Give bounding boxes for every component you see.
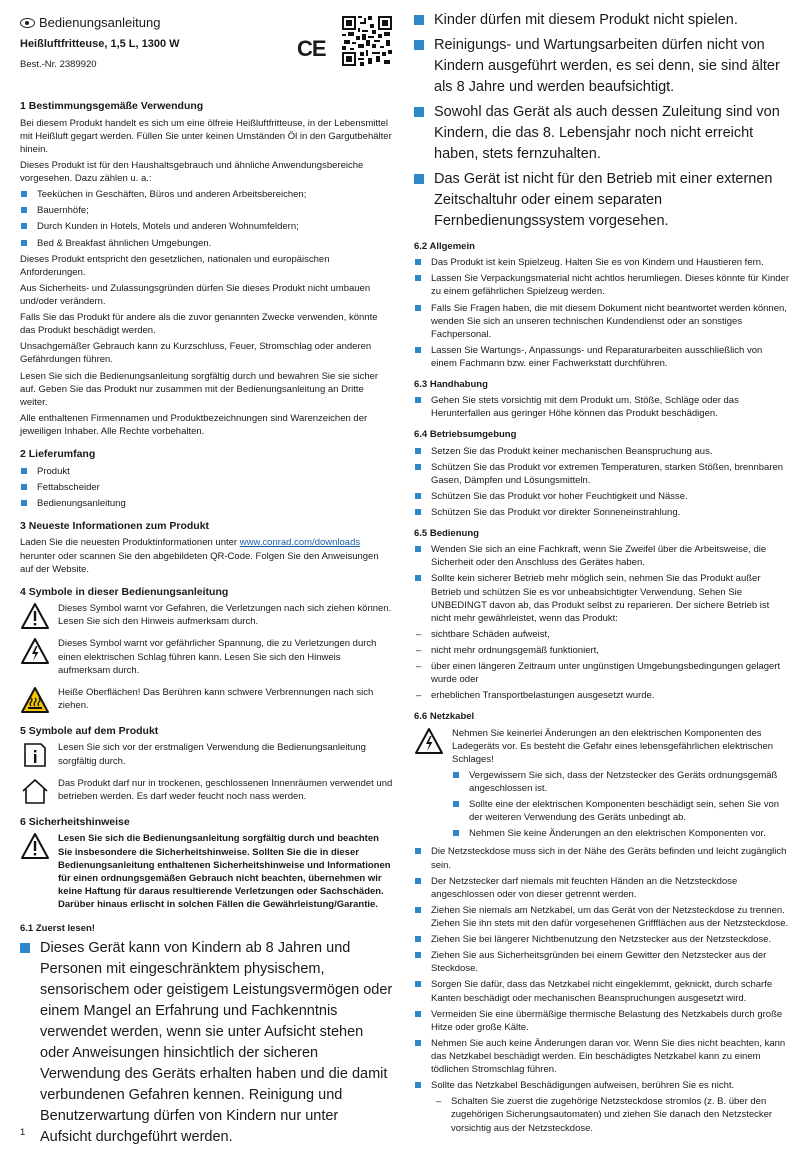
download-link[interactable]: www.conrad.com/downloads <box>239 537 361 549</box>
handling-list <box>414 394 790 420</box>
symbol-text: Dieses Symbol warnt vor gefährlicher Spannung, die zu Verletzungen durch einen elektrischen Schlag führen kann. Lesen Sie sich den Hinweis aufmerksam durch. <box>58 638 377 676</box>
paragraph: Falls Sie das Produkt für andere als die zuvor genannten Zwecke verwenden, könnte das Produkt beschädigt werden. <box>20 312 378 337</box>
symbol-text: Heiße Oberflächen! Das Berühren kann schwere Verbrennungen nach sich ziehen. <box>58 686 374 711</box>
order-number: Best.-Nr. 2389920 <box>20 59 97 71</box>
list-item: Produkt <box>20 465 393 478</box>
symbol-row <box>20 686 393 715</box>
section-3-title: 3 Neueste Informationen zum Produkt <box>20 519 210 532</box>
list-item: Bed & Breakfast ähnlichen Umgebungen. <box>20 237 393 250</box>
section-6-4-title: 6.4 Betriebsumgebung <box>414 429 517 441</box>
list-item: Vermeiden Sie eine übermäßige thermische Belastung des Netzkabels durch große Hitze oder große Kälte. <box>414 1008 790 1034</box>
section-5-title: 5 Symbole auf dem Produkt <box>20 724 159 737</box>
list-item: Falls Sie Fragen haben, die mit diesem Dokument nicht beantwortet werden können, wenden Sie sich an unseren technischen Kundendienst oder an sonstiges Fachpersonal. <box>414 302 790 341</box>
symbol-row <box>20 777 393 806</box>
section-6-1-title: 6.1 Zuerst lesen! <box>20 923 95 935</box>
text-pre: Laden Sie die neuesten Produktinformationen unter <box>20 537 240 549</box>
list-item: Ziehen Sie aus Sicherheitsgründen bei einem Gewitter den Netzstecker aus der Steckdose. <box>414 949 790 975</box>
doc-type-label: Bedienungsanleitung <box>39 15 161 30</box>
safety-warning-text: Lesen Sie sich die Bedienungsanleitung sorgfältig durch und beachten Sie insbesondere die Sicherheitshinweise. Sollten Sie die in dieser Bedienungsanleitung enthaltenen Sicherheitshinweise und Informationen für einen ordnungsgemäßen Gebrauch nicht beachten, übernehmen wir keine Haftung für daraus resultierende Verletzungen oder Sachschäden. Darüber hinaus erlischt in solchen Fällen die Gewährleistung/Garantie. <box>58 833 391 910</box>
dash-item: – über einen längeren Zeitraum unter ungünstigen Umgebungsbedingungen gelagert wurde oder <box>414 660 790 686</box>
warning-triangle-icon <box>20 832 50 860</box>
read-first-list <box>20 938 393 1148</box>
operation-list <box>414 543 790 625</box>
paragraph: Dieses Produkt entspricht den gesetzlichen, nationalen und europäischen Anforderungen. <box>20 253 330 278</box>
list-item: Lassen Sie Verpackungsmaterial nicht achtlos herumliegen. Dieses könnte für Kinder zu einem gefährlichen Spielzeug werden. <box>414 272 790 298</box>
list-item: Sollte das Netzkabel Beschädigungen aufweisen, berühren Sie es nicht. <box>414 1079 790 1092</box>
section-6-5-title: 6.5 Bedienung <box>414 528 479 540</box>
warning-triangle-icon <box>20 602 50 630</box>
paragraph: Dieses Produkt ist für den Haushaltsgebrauch und ähnliche Anwendungsbereiche vorgesehen. Dazu zählen u. a.: <box>20 160 364 185</box>
list-item: Reinigungs- und Wartungsarbeiten dürfen nicht von Kindern ausgeführt werden, es sei denn, sie sind älter als 8 Jahre und werden beaufsichtigt. <box>414 35 790 98</box>
list-item: Lassen Sie Wartungs-, Anpassungs- und Reparaturarbeiten ausschließlich von einem Fachmann bzw. einer Fachwerkstatt durchführen. <box>414 344 790 370</box>
cable-sub-list <box>452 769 790 841</box>
paragraph: Unsachgemäßer Gebrauch kann zu Kurzschluss, Feuer, Stromschlag oder anderen Gefährdungen führen. <box>20 341 372 366</box>
list-item: Dieses Gerät kann von Kindern ab 8 Jahren und Personen mit eingeschränktem physischem, sensorischem oder geistigem Leistungsvermögen oder einem Mangel an Erfahrung und Fachkenntnis verwendet werden, wenn sie unter Aufsicht stehen oder Anweisungen hinsichtlich der sicheren Verwendung des Geräts erhalten haben und die damit verbundenen Gefahren kennen. Reinigung und Benutzerwartung dürfen von Kindern nur unter Aufsicht durchgeführt werden. <box>20 938 393 1148</box>
list-item: Wenden Sie sich an eine Fachkraft, wenn Sie Zweifel über die Arbeitsweise, die Sicherheit oder den Anschluss des Gerätes haben. <box>414 543 790 569</box>
section-6-title: 6 Sicherheitshinweise <box>20 815 130 828</box>
dash-item: – erheblichen Transportbelastungen ausgesetzt wurde. <box>414 689 790 702</box>
list-item: Fettabscheider <box>20 481 393 494</box>
indoor-use-icon <box>20 777 50 805</box>
paragraph <box>20 536 393 575</box>
paragraph: Lesen Sie sich die Bedienungsanleitung sorgfältig durch und bewahren Sie sie sicher auf. Geben Sie das Produkt nur zusammen mit der Bedienungsanleitung an Dritte weiter. <box>20 370 379 408</box>
section-2-title: 2 Lieferumfang <box>20 448 96 461</box>
list-item: Sollte kein sicherer Betrieb mehr möglich sein, nehmen Sie das Produkt außer Betrieb und schützen Sie es vor unbeabsichtigter Verwendung. Sehen Sie UNBEDINGT davon ab, das Produkt selbst zu reparieren. Der sichere Betrieb ist nicht mehr gewährleistet, wenn das Produkt: <box>414 572 790 624</box>
list-item: Bedienungsanleitung <box>20 497 393 510</box>
condition-list <box>414 628 790 703</box>
list-item: Sorgen Sie dafür, dass das Netzkabel nicht eingeklemmt, geknickt, durch scharfe Kanten beschädigt oder mechanischen Beanspruchungen ausgesetzt wird. <box>414 978 790 1004</box>
section-6-2-title: 6.2 Allgemein <box>414 241 475 253</box>
dash-item: – nicht mehr ordnungsgemäß funktioniert, <box>414 644 790 657</box>
dash-item: – Schalten Sie zuerst die zugehörige Netzsteckdose stromlos (z. B. über den zugehörigen Sicherungsautomaten) und ziehen Sie danach den Netzstecker vorsichtig aus der Netzsteckdose. <box>434 1095 790 1134</box>
list-item: Der Netzstecker darf niemals mit feuchten Händen an die Netzsteckdose angeschlossen oder von dieser getrennt werden. <box>414 875 790 901</box>
list-item: Bauernhöfe; <box>20 204 393 217</box>
list-item: Die Netzsteckdose muss sich in der Nähe des Geräts befinden und leicht zugänglich sein. <box>414 845 790 871</box>
paragraph: Bei diesem Produkt handelt es sich um eine ölfreie Heißluftfritteuse, in der Lebensmittel mit Heißluft gegart werden. Füllen Sie unter keinen Umständen Öl in den Gargutbehälter hinein. <box>20 117 392 155</box>
eye-icon <box>20 18 35 28</box>
cable-warning <box>414 727 790 844</box>
list-item: Das Gerät ist nicht für den Betrieb mit einer externen Zeitschaltuhr oder einem separaten Fernbedienungssystem vorgesehen. <box>414 169 790 232</box>
safety-warning <box>20 832 393 914</box>
section-6-6-title: 6.6 Netzkabel <box>414 711 475 723</box>
list-item: Sowohl das Gerät als auch dessen Zuleitung sind von Kindern, die das 8. Lebensjahr noch nicht erreicht haben, stets fernzuhalten. <box>414 102 790 165</box>
left-column <box>20 14 393 1152</box>
product-title: Heißluftfritteuse, 1,5 L, 1300 W <box>20 37 180 50</box>
section-4-title: 4 Symbole in dieser Bedienungsanleitung <box>20 585 229 598</box>
list-item: Sollte eine der elektrischen Komponenten beschädigt sein, sehen Sie von der weiteren Verwendung des Geräts unbedingt ab. <box>452 798 790 824</box>
cable-warning-text: Nehmen Sie keinerlei Änderungen an den elektrischen Komponenten des Ladegeräts vor. Es besteht die Gefahr eines lebensgefährlichen elektrischen Schlages! <box>452 727 774 765</box>
cable-dash-list <box>414 1095 790 1134</box>
list-item: Vergewissern Sie sich, dass der Netzstecker des Geräts ordnungsgemäß angeschlossen ist. <box>452 769 790 795</box>
usage-list <box>20 188 393 249</box>
page-number: 1 <box>20 1127 26 1138</box>
list-item: Schützen Sie das Produkt vor direkter Sonneneinstrahlung. <box>414 506 790 519</box>
doc-type <box>20 14 393 32</box>
symbol-row <box>20 602 393 631</box>
dash-item: – sichtbare Schäden aufweist, <box>414 628 790 641</box>
list-item: Nehmen Sie auch keine Änderungen daran vor. Wenn Sie dies nicht beachten, kann das Netzkabel beschädigt werden. Ein beschädigtes Netzkabel kann zu einem tödlichen Stromschlag führen. <box>414 1037 790 1076</box>
symbol-row <box>20 741 393 770</box>
list-item: Nehmen Sie keine Änderungen an den elektrischen Komponenten vor. <box>452 827 790 840</box>
read-manual-icon <box>20 741 50 769</box>
section-1-title: 1 Bestimmungsgemäße Verwendung <box>20 100 204 113</box>
list-item: Ziehen Sie niemals am Netzkabel, um das Gerät von der Netzsteckdose zu trennen. Ziehen Sie ihn stets mit den dafür vorgesehenen Griffflächen aus der Netzsteckdose. <box>414 904 790 930</box>
high-voltage-icon <box>20 637 50 665</box>
section-6-3-title: 6.3 Handhabung <box>414 379 488 391</box>
list-item: Ziehen Sie bei längerer Nichtbenutzung den Netzstecker aus der Netzsteckdose. <box>414 933 790 946</box>
list-item: Setzen Sie das Produkt keiner mechanischen Beanspruchung aus. <box>414 445 790 458</box>
list-item: Schützen Sie das Produkt vor extremen Temperaturen, starken Stößen, brennbaren Gasen, Dämpfen und Lösungsmitteln. <box>414 461 790 487</box>
read-first-list-continued <box>414 10 790 232</box>
paragraph: Aus Sicherheits- und Zulassungsgründen dürfen Sie dieses Produkt nicht umbauen und/oder verändern. <box>20 282 371 308</box>
symbol-text: Das Produkt darf nur in trockenen, geschlossenen Innenräumen verwendet und betrieben werden. Es darf weder feucht noch nass werden. <box>58 777 393 802</box>
cable-list <box>414 845 790 1092</box>
list-item: Teeküchen in Geschäften, Büros und anderen Arbeitsbereichen; <box>20 188 393 201</box>
paragraph: Alle enthaltenen Firmennamen und Produktbezeichnungen sind Warenzeichen der jeweiligen Inhaber. Alle Rechte vorbehalten. <box>20 412 368 437</box>
list-item: Das Produkt ist kein Spielzeug. Halten Sie es von Kindern und Haustieren fern. <box>414 256 790 269</box>
ce-mark: CE <box>297 36 326 61</box>
list-item: Gehen Sie stets vorsichtig mit dem Produkt um. Stöße, Schläge oder das Herunterfallen aus geringer Höhe können das Produkt beschädigen. <box>414 394 790 420</box>
symbol-row <box>20 637 393 679</box>
environment-list <box>414 445 790 520</box>
hot-surface-icon <box>20 686 50 714</box>
high-voltage-icon <box>414 727 444 755</box>
text-post: herunter oder scannen Sie den abgebildeten QR-Code. Folgen Sie den Anweisungen auf der Website. <box>20 550 379 575</box>
general-list <box>414 256 790 370</box>
right-column <box>414 10 790 1138</box>
qr-code <box>342 16 392 66</box>
list-item: Schützen Sie das Produkt vor hoher Feuchtigkeit und Nässe. <box>414 490 790 503</box>
symbol-text: Dieses Symbol warnt vor Gefahren, die Verletzungen nach sich ziehen können. Lesen Sie sich den Hinweis aufmerksam durch. <box>58 603 392 628</box>
symbol-text: Lesen Sie sich vor der erstmaligen Verwendung die Bedienungsanleitung sorgfältig durch. <box>58 742 366 767</box>
list-item: Kinder dürfen mit diesem Produkt nicht spielen. <box>414 10 790 31</box>
delivery-list <box>20 465 393 510</box>
list-item: Durch Kunden in Hotels, Motels und anderen Wohnumfeldern; <box>20 220 393 233</box>
